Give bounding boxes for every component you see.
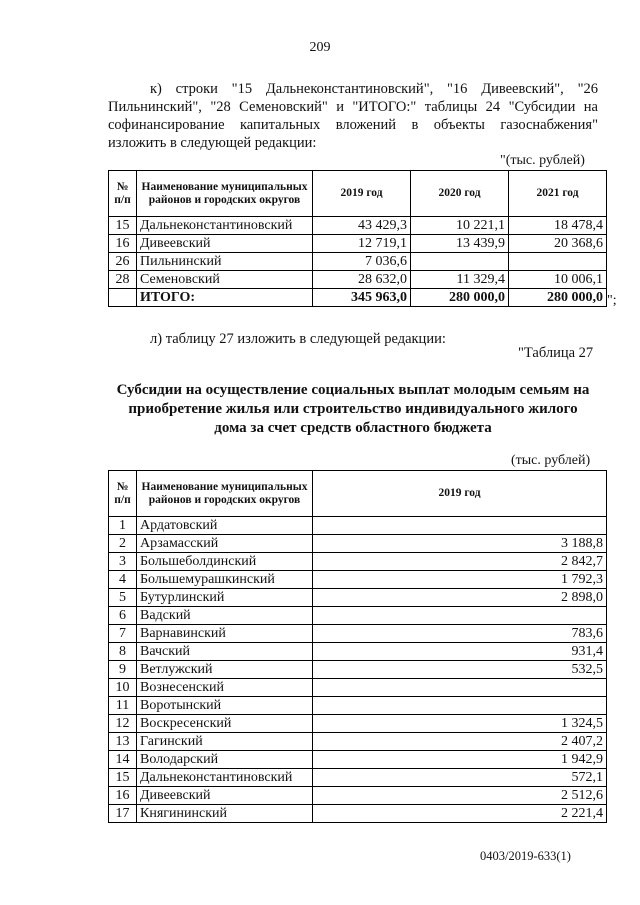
row-2020: 11 329,4 (411, 271, 509, 289)
row-number: 6 (109, 607, 137, 625)
table-row (109, 553, 607, 571)
header-name: Наименование муниципальных районов и городских округов (137, 171, 313, 217)
row-number: 17 (109, 805, 137, 823)
total-label: ИТОГО: (137, 289, 313, 307)
table-row (109, 769, 607, 787)
table-row (109, 715, 607, 733)
row-2019: 3 188,8 (313, 535, 607, 553)
table-row (109, 679, 607, 697)
table-row (109, 517, 607, 535)
row-name: Ардатовский (137, 517, 313, 535)
total-2021: 280 000,0 (509, 289, 607, 307)
row-name: Воскресенский (137, 715, 313, 733)
row-number: 3 (109, 553, 137, 571)
header-2021: 2021 год (509, 171, 607, 217)
row-number: 10 (109, 679, 137, 697)
row-2019 (313, 679, 607, 697)
row-2019: 2 512,6 (313, 787, 607, 805)
header-num: № п/п (109, 471, 137, 517)
row-2019: 783,6 (313, 625, 607, 643)
row-2021 (509, 253, 607, 271)
row-name: Большеболдинский (137, 553, 313, 571)
table-row (109, 589, 607, 607)
row-2019 (313, 697, 607, 715)
paragraph-k (108, 80, 598, 152)
row-name: Варнавинский (137, 625, 313, 643)
row-name: Вознесенский (137, 679, 313, 697)
row-2019: 2 898,0 (313, 589, 607, 607)
row-2019: 28 632,0 (313, 271, 411, 289)
table-row (109, 625, 607, 643)
row-number: 15 (109, 769, 137, 787)
row-number: 4 (109, 571, 137, 589)
row-number: 14 (109, 751, 137, 769)
header-name: Наименование муниципальных районов и городских округов (137, 471, 313, 517)
row-number: 16 (109, 235, 137, 253)
table-row (109, 661, 607, 679)
row-2019: 7 036,6 (313, 253, 411, 271)
row-2019: 572,1 (313, 769, 607, 787)
row-name: Семеновский (137, 271, 313, 289)
row-name: Ветлужский (137, 661, 313, 679)
total-2020: 280 000,0 (411, 289, 509, 307)
table-row (109, 271, 607, 289)
row-number: 7 (109, 625, 137, 643)
row-name: Гагинский (137, 733, 313, 751)
row-name: Воротынский (137, 697, 313, 715)
table27-unit: (тыс. рублей) (511, 453, 591, 468)
row-2019: 931,4 (313, 643, 607, 661)
table27-label: "Таблица 27 (518, 345, 594, 361)
row-name: Арзамасский (137, 535, 313, 553)
table-row (109, 805, 607, 823)
row-number: 26 (109, 253, 137, 271)
row-2021: 20 368,6 (509, 235, 607, 253)
row-name: Бутурлинский (137, 589, 313, 607)
row-2019 (313, 607, 607, 625)
total-2019: 345 963,0 (313, 289, 411, 307)
header-2020: 2020 год (411, 171, 509, 217)
paragraph-line: изложить в следующей редакции: (108, 135, 317, 151)
page-number: 209 (309, 40, 331, 55)
paragraph-line: л) таблицу 27 изложить в следующей редакции: (150, 331, 446, 347)
table-row (109, 697, 607, 715)
row-number: 13 (109, 733, 137, 751)
row-2019 (313, 517, 607, 535)
table-row (109, 751, 607, 769)
row-2019: 2 407,2 (313, 733, 607, 751)
title-line: дома за счет средств областного бюджета (214, 420, 492, 436)
table24-closing: "; (607, 293, 617, 308)
row-name: Дальнеконстантиновский (137, 217, 313, 235)
row-number: 15 (109, 217, 137, 235)
table-row (109, 571, 607, 589)
row-number: 9 (109, 661, 137, 679)
row-number: 8 (109, 643, 137, 661)
row-2019: 12 719,1 (313, 235, 411, 253)
table24-unit: "(тыс. рублей) (500, 153, 585, 168)
row-number: 1 (109, 517, 137, 535)
row-number: 12 (109, 715, 137, 733)
table-total-row (109, 289, 607, 307)
table-row (109, 607, 607, 625)
header-2019: 2019 год (313, 171, 411, 217)
row-name: Большемурашкинский (137, 571, 313, 589)
table-row (109, 535, 607, 553)
row-2019: 1 942,9 (313, 751, 607, 769)
row-name: Вадский (137, 607, 313, 625)
document-code: 0403/2019-633(1) (480, 849, 571, 863)
table-row (109, 787, 607, 805)
table-row (109, 253, 607, 271)
table-27 (108, 470, 607, 823)
title-line: приобретение жилья или строительство индивидуального жилого (128, 401, 578, 417)
row-name: Княгининский (137, 805, 313, 823)
row-2019: 1 324,5 (313, 715, 607, 733)
row-2021: 18 478,4 (509, 217, 607, 235)
row-name: Вачский (137, 643, 313, 661)
row-number: 16 (109, 787, 137, 805)
row-2021: 10 006,1 (509, 271, 607, 289)
paragraph-line: Пильнинский", "28 Семеновский" и "ИТОГО:" таблицы 24 "Субсидии на (108, 99, 598, 115)
table-row (109, 733, 607, 751)
row-2019: 1 792,3 (313, 571, 607, 589)
row-number: 11 (109, 697, 137, 715)
row-number: 28 (109, 271, 137, 289)
table-row (109, 217, 607, 235)
row-name: Дивеевский (137, 235, 313, 253)
row-2019: 532,5 (313, 661, 607, 679)
row-name: Володарский (137, 751, 313, 769)
row-2019: 2 842,7 (313, 553, 607, 571)
paragraph-line: к) строки "15 Дальнеконстантиновский", "16 Дивеевский", "26 (150, 81, 598, 97)
table27-title (108, 381, 598, 438)
header-2019: 2019 год (313, 471, 607, 517)
row-2020: 10 221,1 (411, 217, 509, 235)
row-name: Дивеевский (137, 787, 313, 805)
row-name: Пильнинский (137, 253, 313, 271)
row-2020: 13 439,9 (411, 235, 509, 253)
row-number: 5 (109, 589, 137, 607)
row-2019: 2 221,4 (313, 805, 607, 823)
table-24 (108, 170, 607, 307)
row-2019: 43 429,3 (313, 217, 411, 235)
header-num: № п/п (109, 171, 137, 217)
paragraph-line: софинансирование капитальных вложений в объекты газоснабжения" (108, 117, 598, 133)
row-name: Дальнеконстантиновский (137, 769, 313, 787)
title-line: Субсидии на осуществление социальных выплат молодым семьям на (116, 382, 590, 398)
table-row (109, 643, 607, 661)
row-2020 (411, 253, 509, 271)
table-row (109, 235, 607, 253)
row-number: 2 (109, 535, 137, 553)
